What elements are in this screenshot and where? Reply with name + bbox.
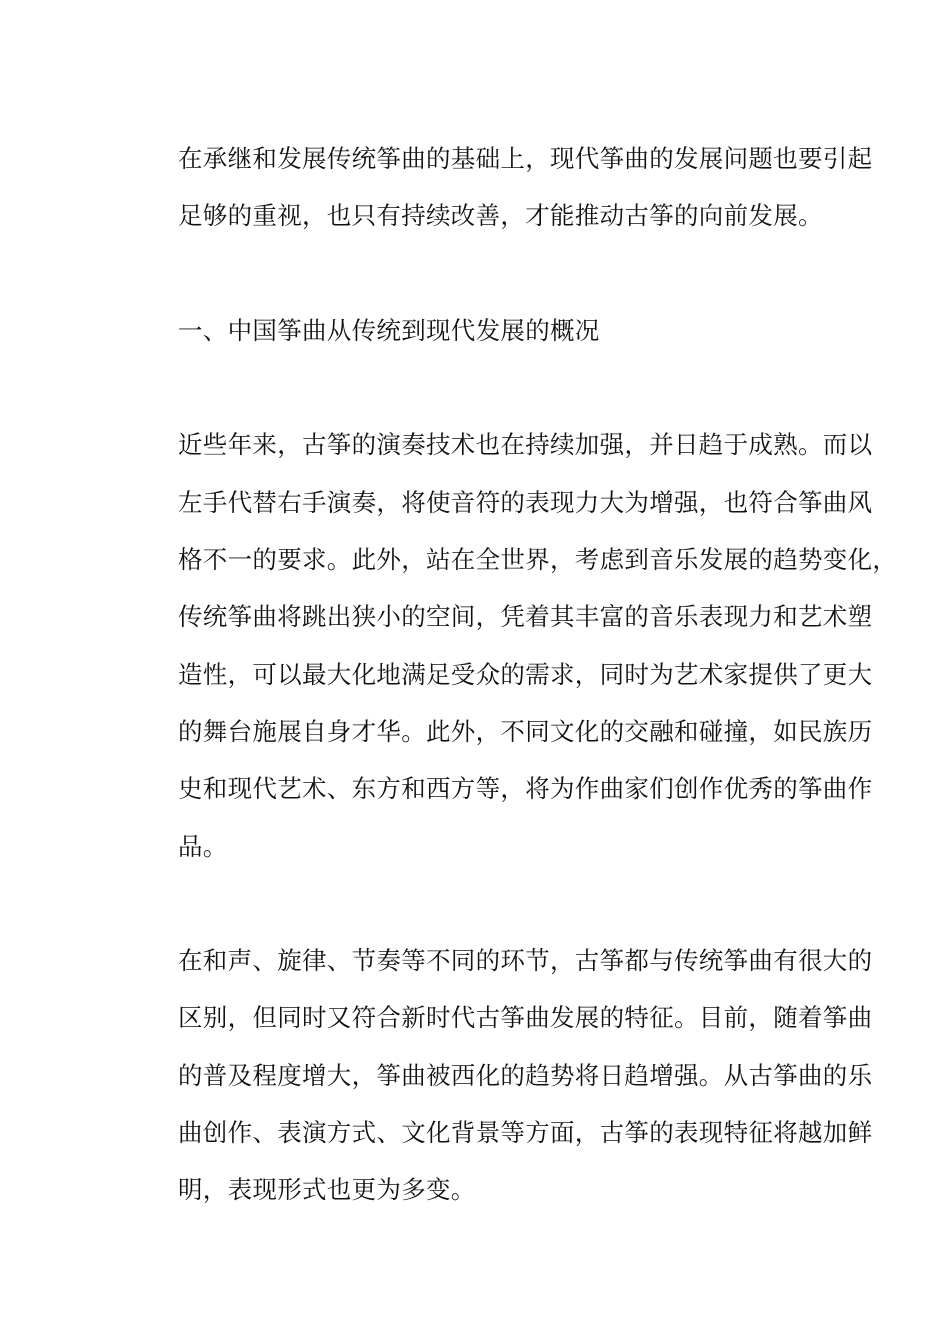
text-line: 传统筝曲将跳出狭小的空间，凭着其丰富的音乐表现力和艺术塑 bbox=[178, 602, 873, 632]
paragraph-gap bbox=[178, 359, 810, 416]
text-line: 近些年来，古筝的演奏技术也在持续加强，并日趋于成熟。而以 bbox=[178, 430, 873, 460]
text-line: 品。 bbox=[178, 831, 228, 861]
text-line: 曲创作、表演方式、文化背景等方面，古筝的表现特征将越加鲜 bbox=[178, 1118, 873, 1148]
text-line: 的舞台施展自身才华。此外，不同文化的交融和碰撞，如民族历 bbox=[178, 716, 873, 746]
text-line: 在和声、旋律、节奏等不同的环节，古筝都与传统筝曲有很大的 bbox=[178, 946, 873, 976]
section-heading bbox=[178, 302, 810, 359]
document-body bbox=[178, 130, 898, 1219]
text-line: 左手代替右手演奏，将使音符的表现力大为增强，也符合筝曲风 bbox=[178, 487, 873, 517]
paragraph-gap bbox=[178, 875, 810, 932]
text-line: 足够的重视，也只有持续改善，才能推动古筝的向前发展。 bbox=[178, 201, 823, 231]
paragraph-intro bbox=[178, 130, 873, 245]
text-line: 格不一的要求。此外，站在全世界，考虑到音乐发展的趋势变化， bbox=[178, 545, 898, 575]
paragraph-gap bbox=[178, 245, 810, 302]
text-line: 的普及程度增大，筝曲被西化的趋势将日趋增强。从古筝曲的乐 bbox=[178, 1060, 873, 1090]
paragraph-technique bbox=[178, 416, 898, 874]
text-line: 史和现代艺术、东方和西方等，将为作曲家们创作优秀的筝曲作 bbox=[178, 774, 873, 804]
text-line: 明，表现形式也更为多变。 bbox=[178, 1175, 476, 1205]
text-line: 造性，可以最大化地满足受众的需求，同时为艺术家提供了更大 bbox=[178, 659, 873, 689]
text-line: 在承继和发展传统筝曲的基础上，现代筝曲的发展问题也要引起 bbox=[178, 144, 873, 173]
text-line: 区别，但同时又符合新时代古筝曲发展的特征。目前，随着筝曲 bbox=[178, 1003, 873, 1033]
paragraph-harmony bbox=[178, 932, 873, 1218]
heading-line: 一、中国筝曲从传统到现代发展的概况 bbox=[178, 315, 600, 345]
